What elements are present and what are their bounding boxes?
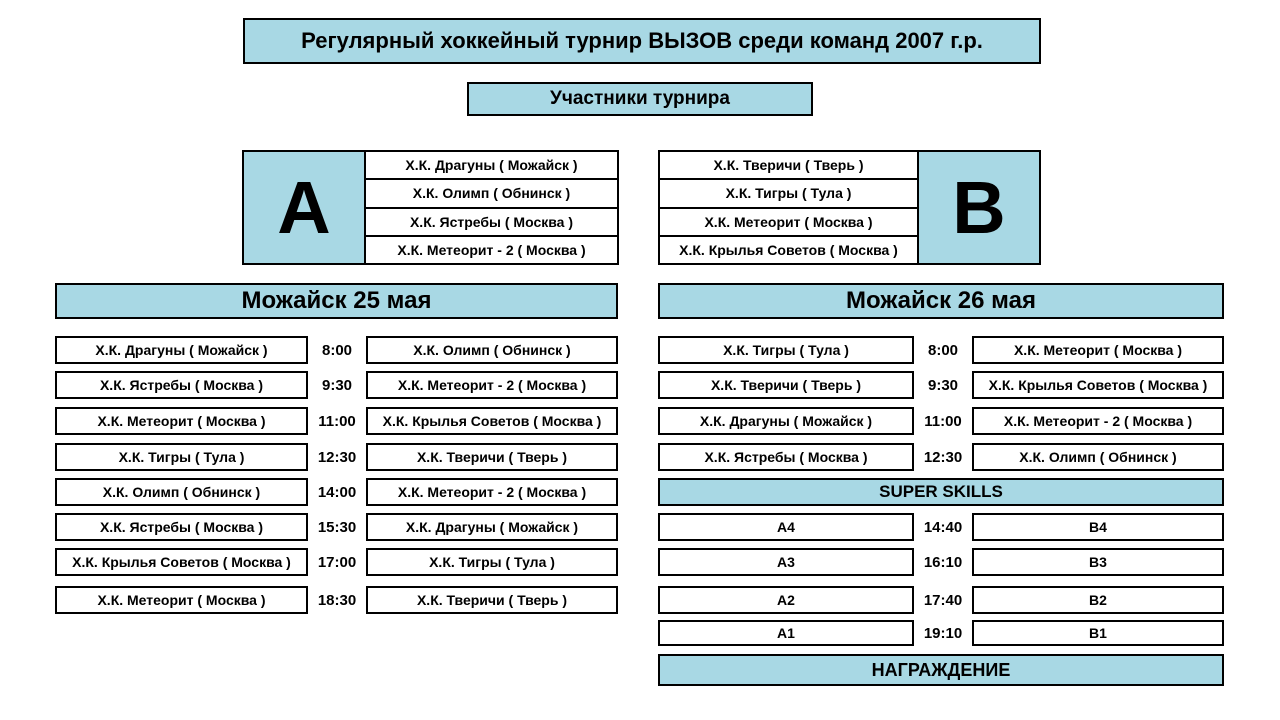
day1-home-team: Х.К. Ястребы ( Москва ) [55, 513, 308, 541]
super-skills-away: B4 [972, 513, 1224, 541]
super-skills-home: A3 [658, 548, 914, 576]
day1-away-team: Х.К. Тверичи ( Тверь ) [366, 586, 618, 614]
super-skills-time: 17:40 [923, 591, 963, 609]
day1-home-team: Х.К. Олимп ( Обнинск ) [55, 478, 308, 506]
group-a-team: Х.К. Ястребы ( Москва ) [366, 209, 617, 237]
day2-home-team: Х.К. Ястребы ( Москва ) [658, 443, 914, 471]
day1-match-time: 8:00 [321, 341, 353, 359]
super-skills-away: B2 [972, 586, 1224, 614]
group-b-team: Х.К. Тигры ( Тула ) [660, 180, 917, 208]
group-a-letter: A [244, 152, 366, 263]
super-skills-time: 14:40 [923, 518, 963, 536]
super-skills-away: B3 [972, 548, 1224, 576]
day1-match-time: 17:00 [317, 553, 357, 571]
super-skills-away: B1 [972, 620, 1224, 646]
super-skills-home: A2 [658, 586, 914, 614]
super-skills-header: SUPER SKILLS [658, 478, 1224, 506]
day2-match-time: 8:00 [927, 341, 959, 359]
awards-header: НАГРАЖДЕНИЕ [658, 654, 1224, 686]
day2-away-team: Х.К. Крылья Советов ( Москва ) [972, 371, 1224, 399]
day1-home-team: Х.К. Метеорит ( Москва ) [55, 586, 308, 614]
group-a-table [242, 150, 619, 265]
group-a-team: Х.К. Олимп ( Обнинск ) [366, 180, 617, 208]
day1-match-time: 9:30 [321, 376, 353, 394]
day2-away-team: Х.К. Олимп ( Обнинск ) [972, 443, 1224, 471]
day1-header: Можайск 25 мая [55, 283, 618, 319]
super-skills-time: 16:10 [923, 553, 963, 571]
day1-home-team: Х.К. Драгуны ( Можайск ) [55, 336, 308, 364]
group-b-team: Х.К. Тверичи ( Тверь ) [660, 152, 917, 180]
page-title: Регулярный хоккейный турнир ВЫЗОВ среди команд 2007 г.р. [243, 18, 1041, 64]
day1-home-team: Х.К. Метеорит ( Москва ) [55, 407, 308, 435]
day1-match-time: 15:30 [317, 518, 357, 536]
day1-away-team: Х.К. Драгуны ( Можайск ) [366, 513, 618, 541]
day1-home-team: Х.К. Ястребы ( Москва ) [55, 371, 308, 399]
day2-match-time: 11:00 [924, 412, 962, 430]
day1-away-team: Х.К. Метеорит - 2 ( Москва ) [366, 478, 618, 506]
group-a-team: Х.К. Драгуны ( Можайск ) [366, 152, 617, 180]
group-b-team: Х.К. Метеорит ( Москва ) [660, 209, 917, 237]
day1-home-team: Х.К. Крылья Советов ( Москва ) [55, 548, 308, 576]
day1-away-team: Х.К. Крылья Советов ( Москва ) [366, 407, 618, 435]
day2-away-team: Х.К. Метеорит - 2 ( Москва ) [972, 407, 1224, 435]
day2-home-team: Х.К. Тверичи ( Тверь ) [658, 371, 914, 399]
day2-match-time: 12:30 [923, 448, 963, 466]
day1-match-time: 11:00 [318, 412, 356, 430]
group-b-team: Х.К. Крылья Советов ( Москва ) [660, 237, 917, 263]
day1-match-time: 12:30 [317, 448, 357, 466]
group-b-letter: B [917, 152, 1039, 263]
group-b-table [658, 150, 1041, 265]
day1-home-team: Х.К. Тигры ( Тула ) [55, 443, 308, 471]
day1-away-team: Х.К. Тверичи ( Тверь ) [366, 443, 618, 471]
day1-away-team: Х.К. Метеорит - 2 ( Москва ) [366, 371, 618, 399]
day2-match-time: 9:30 [927, 376, 959, 394]
day2-header: Можайск 26 мая [658, 283, 1224, 319]
day2-home-team: Х.К. Тигры ( Тула ) [658, 336, 914, 364]
day1-match-time: 14:00 [317, 483, 357, 501]
day2-home-team: Х.К. Драгуны ( Можайск ) [658, 407, 914, 435]
day1-away-team: Х.К. Олимп ( Обнинск ) [366, 336, 618, 364]
day1-away-team: Х.К. Тигры ( Тула ) [366, 548, 618, 576]
super-skills-time: 19:10 [923, 624, 963, 642]
group-a-team: Х.К. Метеорит - 2 ( Москва ) [366, 237, 617, 263]
super-skills-home: A1 [658, 620, 914, 646]
day2-away-team: Х.К. Метеорит ( Москва ) [972, 336, 1224, 364]
day1-match-time: 18:30 [317, 591, 357, 609]
super-skills-home: A4 [658, 513, 914, 541]
participants-title: Участники турнира [467, 82, 813, 116]
